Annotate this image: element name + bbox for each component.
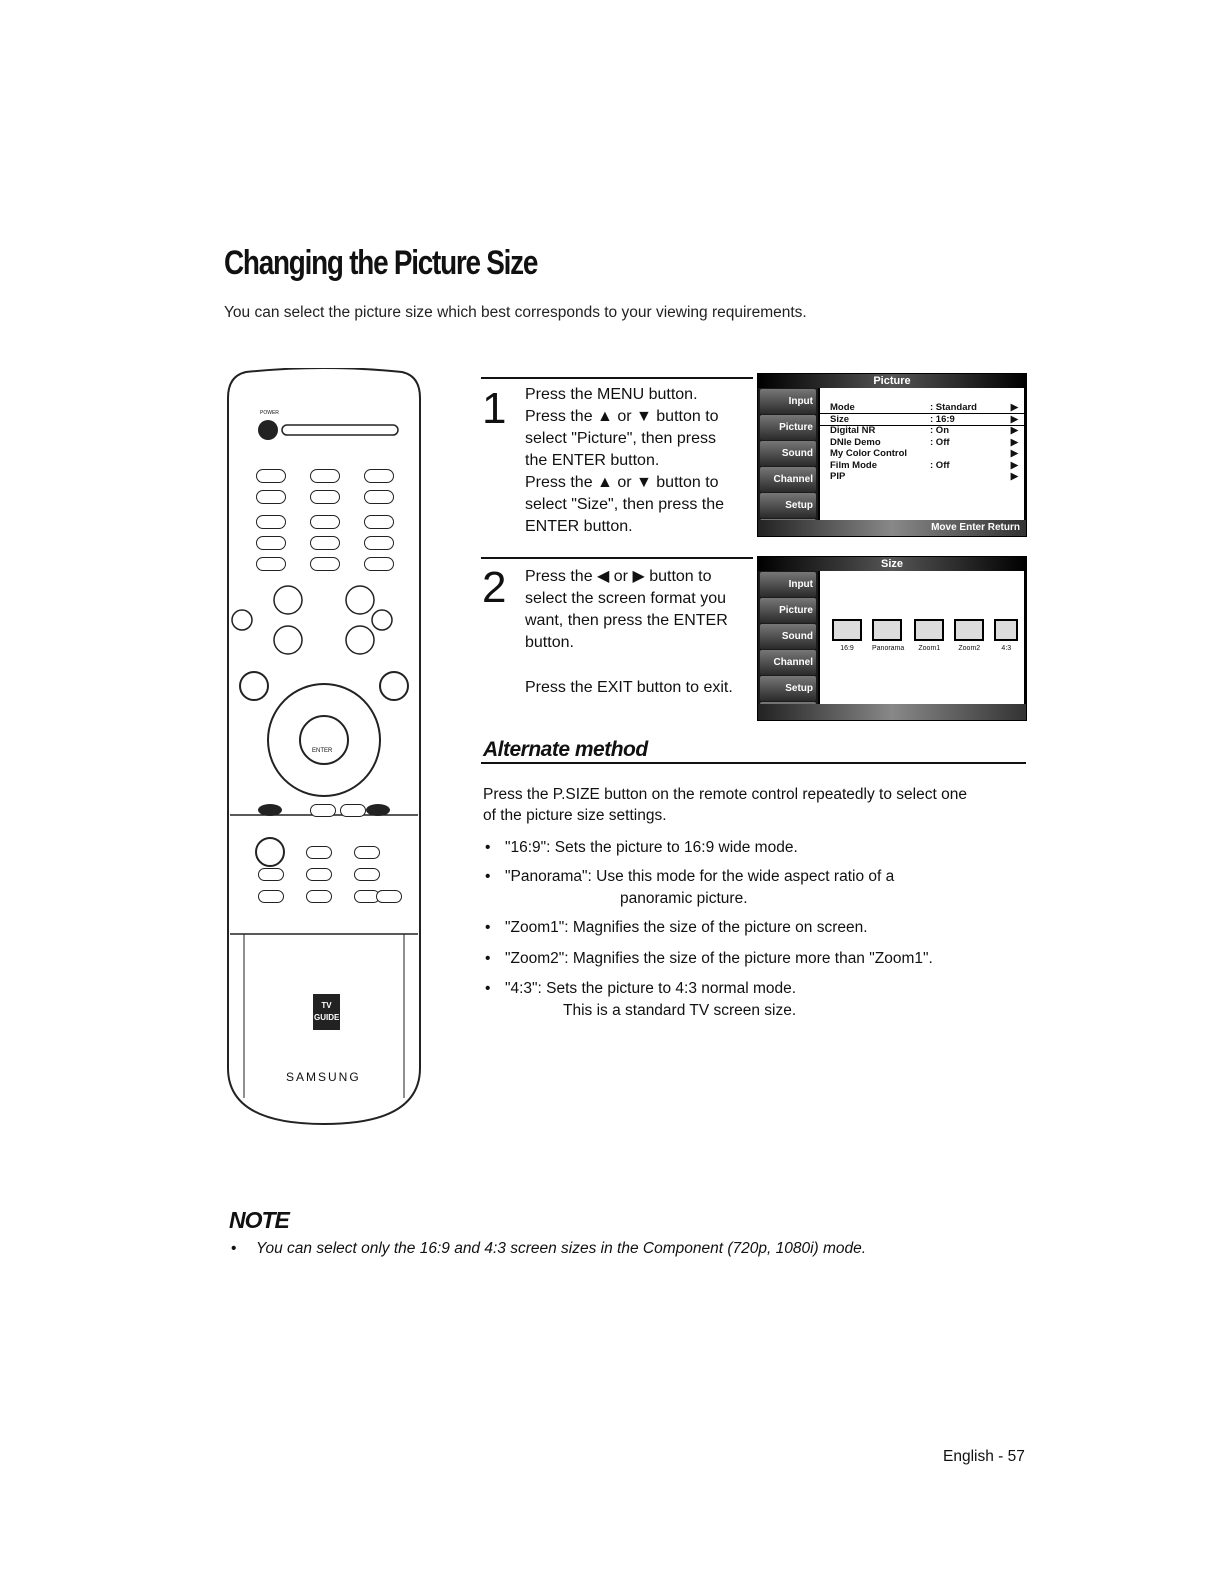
remote-button-1 bbox=[256, 490, 286, 504]
arrow-right-icon: ▶ bbox=[1010, 459, 1018, 471]
remote-button-15 bbox=[364, 469, 394, 483]
sidebar-item: Channel bbox=[760, 650, 816, 675]
sidebar-item: Input bbox=[760, 572, 816, 597]
note-bullet-icon: • bbox=[231, 1240, 237, 1257]
step1-line: Press the ▲ or ▼ button to bbox=[525, 474, 719, 491]
alternate-text-line: Press the P.SIZE button on the remote control repeatedly to select one bbox=[483, 786, 967, 803]
remote-button-4 bbox=[256, 515, 286, 529]
menu-row bbox=[820, 471, 1024, 483]
sidebar-item: Picture bbox=[760, 598, 816, 623]
step1-line: Press the MENU button. bbox=[525, 386, 698, 403]
size-option-label: 4:3 bbox=[1001, 645, 1012, 652]
menu-row-value: : Standard bbox=[930, 402, 977, 413]
page-title: Changing the Picture Size bbox=[224, 244, 538, 282]
bullet-icon: • bbox=[485, 980, 491, 997]
screen-16-9-icon bbox=[832, 619, 862, 641]
remote-button-7 bbox=[256, 536, 286, 550]
arrow-right-icon: ▶ bbox=[1010, 402, 1018, 413]
sidebar-item: Channel bbox=[760, 467, 816, 492]
page-number: English - 57 bbox=[943, 1448, 1025, 1465]
menu-row-value: : 16:9 bbox=[930, 413, 955, 425]
step2-line: button. bbox=[525, 634, 574, 651]
note-heading: NOTE bbox=[229, 1207, 289, 1233]
bullet-text: "16:9": Sets the picture to 16:9 wide mode. bbox=[505, 839, 798, 856]
step1-line: the ENTER button. bbox=[525, 452, 660, 469]
menu-row bbox=[820, 425, 1024, 437]
bullet-text: "Zoom2": Magnifies the size of the picture more than "Zoom1". bbox=[505, 950, 933, 967]
menu-row-value: : Off bbox=[930, 459, 950, 471]
menu-row-label: DNIe Demo bbox=[830, 436, 881, 448]
remote-button-2 bbox=[310, 490, 340, 504]
size-option bbox=[994, 619, 1018, 652]
arrow-right-icon: ▶ bbox=[1010, 471, 1018, 482]
menu-row bbox=[820, 402, 1024, 414]
arrow-right-icon: ▶ bbox=[1010, 448, 1018, 459]
sidebar-item: Setup bbox=[760, 493, 816, 518]
menu-sidebar bbox=[758, 571, 818, 704]
remote-button-3 bbox=[364, 490, 394, 504]
bullet-continuation: panoramic picture. bbox=[620, 890, 748, 907]
menu-row-value: : Off bbox=[930, 436, 950, 448]
remote-button-20 bbox=[258, 868, 284, 881]
step1-line: select "Size", then press the bbox=[525, 496, 725, 513]
remote-button-12 bbox=[364, 557, 394, 571]
remote-button-10 bbox=[256, 557, 286, 571]
remote-button-11 bbox=[310, 557, 340, 571]
screen-zoom2-icon bbox=[954, 619, 984, 641]
arrow-right-icon: ▶ bbox=[1010, 436, 1018, 448]
menu-row-label: Film Mode bbox=[830, 459, 877, 471]
menu-footer bbox=[758, 704, 1026, 720]
remote-button-5 bbox=[310, 515, 340, 529]
step2-rule bbox=[481, 557, 753, 559]
bullet-text: "Panorama": Use this mode for the wide aspect ratio of a bbox=[505, 868, 895, 885]
menu-row-label: Size bbox=[830, 413, 850, 425]
step2-line: Press the ◀ or ▶ button to bbox=[525, 568, 712, 585]
menu-row-label: Mode bbox=[830, 402, 855, 413]
menu-row bbox=[820, 448, 1024, 460]
remote-button-26 bbox=[376, 890, 402, 903]
sidebar-item: Input bbox=[760, 389, 816, 414]
remote-button-17 bbox=[340, 804, 366, 817]
menu-row bbox=[820, 460, 1024, 472]
remote-button-18 bbox=[306, 846, 332, 859]
sidebar-item: Setup bbox=[760, 676, 816, 701]
remote-button-19 bbox=[354, 846, 380, 859]
tv-guide-logo: TV GUIDE bbox=[314, 1001, 340, 1022]
menu-header: Picture bbox=[758, 374, 1026, 388]
remote-button-24 bbox=[306, 890, 332, 903]
remote-power-label: POWER bbox=[260, 410, 279, 416]
remote-button-22 bbox=[354, 868, 380, 881]
remote-button-8 bbox=[310, 536, 340, 550]
bullet-continuation: This is a standard TV screen size. bbox=[563, 1002, 797, 1019]
size-option bbox=[954, 619, 984, 652]
remote-button-13 bbox=[256, 469, 286, 483]
alternate-rule bbox=[481, 762, 1026, 764]
size-option-label: Zoom2 bbox=[958, 645, 981, 652]
menu-sidebar bbox=[758, 388, 818, 520]
alternate-text-line: of the picture size settings. bbox=[483, 807, 667, 824]
bullet-icon: • bbox=[485, 919, 491, 936]
remote-button-21 bbox=[306, 868, 332, 881]
menu-footer: Move Enter Return bbox=[758, 520, 1026, 536]
bullet-text: "4:3": Sets the picture to 4:3 normal mode. bbox=[505, 980, 797, 997]
arrow-right-icon: ▶ bbox=[1010, 425, 1018, 436]
size-option-label: Zoom1 bbox=[918, 645, 941, 652]
note-text: You can select only the 16:9 and 4:3 screen sizes in the Component (720p, 1080i) mode. bbox=[256, 1240, 867, 1257]
screen-4-3-icon bbox=[994, 619, 1018, 641]
menu-content bbox=[820, 571, 1024, 704]
menu-header: Size bbox=[758, 557, 1026, 571]
remote-button-14 bbox=[310, 469, 340, 483]
remote-button-23 bbox=[258, 890, 284, 903]
bullet-icon: • bbox=[485, 868, 491, 885]
step2-number: 2 bbox=[482, 563, 507, 612]
step2-text bbox=[525, 566, 728, 654]
step1-line: ENTER button. bbox=[525, 518, 633, 535]
size-option bbox=[872, 619, 904, 652]
remote-button-9 bbox=[364, 536, 394, 550]
sidebar-item: Picture bbox=[760, 415, 816, 440]
size-menu-screen bbox=[757, 556, 1027, 721]
screen-zoom1-icon bbox=[914, 619, 944, 641]
remote-enter-label: ENTER bbox=[312, 748, 333, 754]
menu-row-label: Digital NR bbox=[830, 425, 876, 436]
size-options bbox=[832, 619, 1018, 652]
remote-button-16 bbox=[310, 804, 336, 817]
remote-control bbox=[226, 368, 422, 1128]
intro-text: You can select the picture size which best corresponds to your viewing requirements. bbox=[224, 304, 807, 321]
step1-text bbox=[525, 384, 724, 538]
remote-brand: SAMSUNG bbox=[286, 1070, 361, 1084]
step1-rule bbox=[481, 377, 753, 379]
size-option bbox=[832, 619, 862, 652]
size-option-label: 16:9 bbox=[840, 645, 854, 652]
sidebar-item: Sound bbox=[760, 624, 816, 649]
menu-row-label: My Color Control bbox=[830, 448, 908, 459]
size-option-label: Panorama bbox=[872, 645, 905, 652]
menu-content bbox=[820, 388, 1024, 520]
bullet-icon: • bbox=[485, 950, 491, 967]
size-option bbox=[914, 619, 944, 652]
bullet-text: "Zoom1": Magnifies the size of the picture on screen. bbox=[505, 919, 868, 936]
menu-row-label: PIP bbox=[830, 471, 846, 482]
menu-row bbox=[820, 437, 1024, 449]
picture-menu-screen bbox=[757, 373, 1027, 537]
menu-row-value: : On bbox=[930, 425, 949, 436]
step1-line: select "Picture", then press bbox=[525, 430, 716, 447]
bullet-icon: • bbox=[485, 839, 491, 856]
alternate-text bbox=[483, 784, 967, 826]
arrow-right-icon: ▶ bbox=[1010, 413, 1018, 425]
screen-panorama-icon bbox=[872, 619, 902, 641]
step1-number: 1 bbox=[482, 384, 507, 433]
sidebar-item: Sound bbox=[760, 441, 816, 466]
step2-line: select the screen format you bbox=[525, 590, 726, 607]
step2-line: want, then press the ENTER bbox=[525, 612, 728, 629]
step2-exit-text: Press the EXIT button to exit. bbox=[525, 679, 733, 696]
step1-line: Press the ▲ or ▼ button to bbox=[525, 408, 719, 425]
menu-row-selected bbox=[820, 414, 1024, 426]
alternate-heading: Alternate method bbox=[483, 738, 648, 761]
remote-button-6 bbox=[364, 515, 394, 529]
